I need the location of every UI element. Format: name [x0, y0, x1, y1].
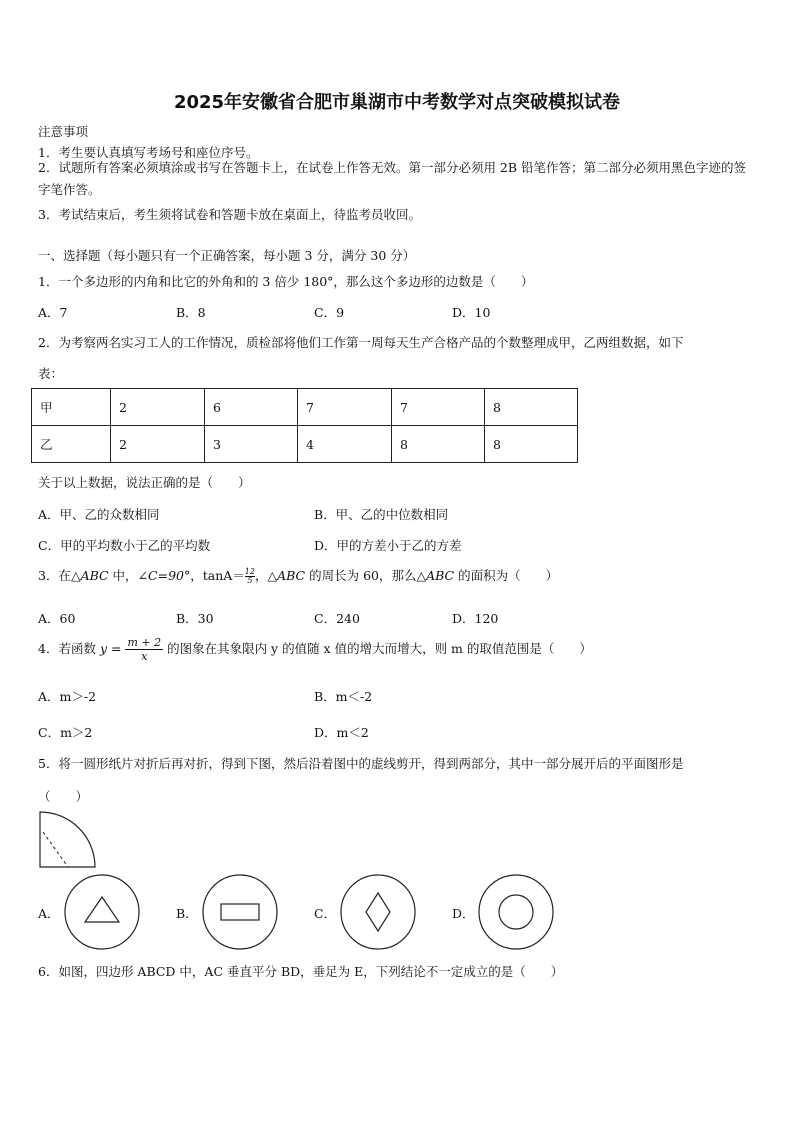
- q3-text: ，tanA＝: [190, 568, 245, 583]
- q1-option-c: C．9: [314, 305, 345, 320]
- table-cell: 8: [485, 426, 578, 463]
- q3-fraction: [245, 568, 255, 585]
- q4-text: 的图象在其象限内 y 的值随 x 值的增大而增大，则 m 的取值范围是（ ）: [167, 641, 592, 656]
- q1-option-a: A．7: [38, 305, 68, 320]
- q3-text: 的周长为 60，那么: [305, 568, 417, 583]
- q4-option-a: A．m＞-2: [38, 689, 97, 704]
- q3-text: ，: [254, 568, 268, 583]
- q4-option-c: C．m＞2: [38, 725, 93, 740]
- table-cell: 甲: [32, 389, 111, 426]
- q5-option-b-label: B．: [176, 906, 198, 921]
- section-heading: 一、选择题（每小题只有一个正确答案，每小题 3 分，满分 30 分）: [38, 248, 416, 263]
- q3-triangle: △ABC: [267, 568, 306, 583]
- data-table: [31, 388, 578, 463]
- table-cell: 8: [485, 389, 578, 426]
- notice-item-2: 2．试题所有答案必须填涂或书写在答题卡上，在试卷上作答无效。第一部分必须用 2B 铅笔作答；第二部分必须用黑色字迹的签字笔作答。: [38, 160, 747, 197]
- table-cell: 8: [392, 426, 485, 463]
- q3-option-d: D．120: [452, 611, 499, 626]
- q5-option-b-figure: [201, 873, 279, 951]
- table-cell: 3: [205, 426, 298, 463]
- question-3-stem: [38, 566, 558, 585]
- outer-circle: [341, 875, 415, 949]
- table-cell: 7: [392, 389, 485, 426]
- table-cell: 乙: [32, 426, 111, 463]
- table-row: [32, 389, 578, 426]
- q2-option-c: C．甲的平均数小于乙的平均数: [38, 538, 211, 553]
- q4-function-y: y =: [99, 641, 122, 656]
- q2-option-a: A．甲、乙的众数相同: [38, 507, 160, 522]
- question-6-stem: 6．如图，四边形 ABCD 中，AC 垂直平分 BD，垂足为 E，下列结论不一定成立的是（ ）: [38, 964, 564, 979]
- question-2-stem-cont: 表：: [38, 366, 64, 381]
- outer-circle: [203, 875, 277, 949]
- q3-triangle: △ABC: [70, 568, 109, 583]
- q3-text: 3．在: [38, 568, 71, 583]
- q3-text: 的面积为（ ）: [454, 568, 559, 583]
- notice-heading: 注意事项: [38, 124, 89, 139]
- inner-circle-icon: [499, 895, 533, 929]
- question-1-stem: 1．一个多边形的内角和比它的外角和的 3 倍少 180°，那么这个多边形的边数是（ ）: [38, 274, 534, 289]
- question-4-stem: [38, 636, 592, 663]
- q3-option-b: B．30: [176, 611, 214, 626]
- q1-option-d: D．10: [452, 305, 491, 320]
- outer-circle: [65, 875, 139, 949]
- table-cell: 2: [111, 389, 205, 426]
- outer-circle: [479, 875, 553, 949]
- q4-fraction-denominator: x: [141, 650, 148, 663]
- table-row: [32, 426, 578, 463]
- q1-option-b: B．8: [176, 305, 206, 320]
- notice-item-3: 3．考试结束后，考生须将试卷和答题卡放在桌面上，待监考员收回。: [38, 207, 421, 222]
- quarter-circle-outline: [40, 812, 95, 867]
- question-5-stem: 5．将一圆形纸片对折后再对折，得到下图，然后沿着图中的虚线剪开，得到两部分，其中一部分展开后的平面图形是: [38, 756, 684, 771]
- q5-option-a-figure: [63, 873, 141, 951]
- q2-option-d: D．甲的方差小于乙的方差: [314, 538, 462, 553]
- q4-fraction-numerator: m + 2: [127, 636, 162, 649]
- q4-option-b: B．m＜-2: [314, 689, 373, 704]
- q5-option-d-figure: [477, 873, 555, 951]
- q3-fraction-denominator: 5: [247, 576, 253, 585]
- q3-option-c: C．240: [314, 611, 360, 626]
- q3-text: 中，: [108, 568, 138, 583]
- table-cell: 2: [111, 426, 205, 463]
- table-cell: 6: [205, 389, 298, 426]
- page-title: 2025年安徽省合肥市巢湖市中考数学对点突破模拟试卷: [173, 92, 621, 113]
- question-5-stem-cont: （ ）: [38, 789, 89, 804]
- table-cell: 7: [298, 389, 392, 426]
- q5-option-c-label: C．: [314, 906, 337, 921]
- q3-angle: ∠C=90°: [137, 568, 191, 583]
- q5-option-d-label: D．: [452, 906, 475, 921]
- q4-fraction: [125, 636, 163, 663]
- triangle-icon: [85, 897, 119, 922]
- q3-fraction-numerator: 12: [244, 567, 255, 576]
- diamond-icon: [366, 893, 390, 931]
- q5-option-c-figure: [339, 873, 417, 951]
- q5-option-a-label: A．: [38, 906, 60, 921]
- table-cell: 4: [298, 426, 392, 463]
- q2-option-b: B．甲、乙的中位数相同: [314, 507, 449, 522]
- dashed-cut-line: [43, 832, 68, 867]
- q4-option-d: D．m＜2: [314, 725, 369, 740]
- q3-triangle: △ABC: [416, 568, 455, 583]
- folded-paper-figure: [38, 810, 98, 870]
- question-2-stem: 2．为考察两名实习工人的工作情况，质检部将他们工作第一周每天生产合格产品的个数整理成甲，乙两组数据，如下: [38, 335, 684, 350]
- q4-text: 4．若函数: [38, 641, 96, 656]
- notice-item-1: 1．考生要认真填写考场号和座位序号。: [38, 145, 259, 160]
- q3-option-a: A．60: [38, 611, 76, 626]
- question-2-ask: 关于以上数据，说法正确的是（ ）: [38, 475, 251, 490]
- rectangle-icon: [221, 904, 259, 920]
